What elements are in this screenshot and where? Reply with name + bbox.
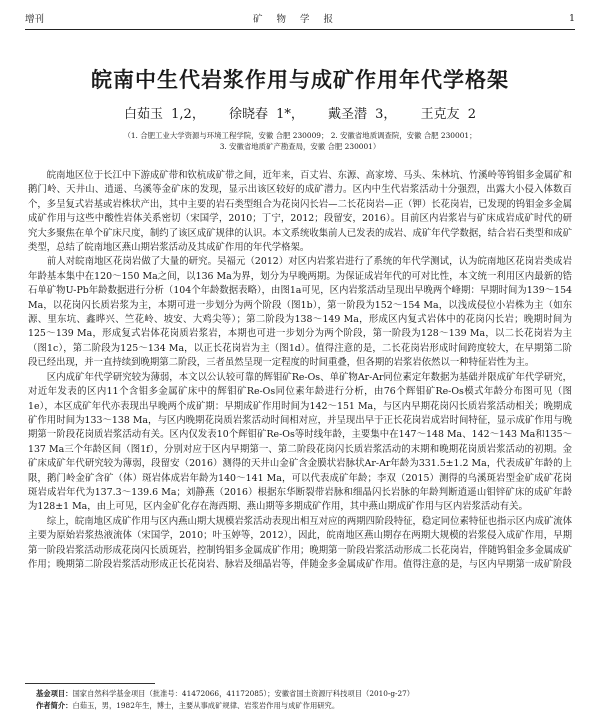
paragraph-2: 前人对皖南地区花岗岩做了大量的研究。吴福元（2012）对区内岩浆岩进行了系统的年代学测试，认为皖南地区花岗岩类成岩年龄基本集中在120～150 Ma之间，以136 Ma为界，划分为早晚两期。为保证成岩年代的可对比性，本文统一利用区内最新的锆石单矿物U-Pb年龄数据进行分析（104个年龄数据表略），由图1a可见，区内岩浆活动呈现出早晚两个峰期：早期时间为139～154 Ma，以花岗闪长质岩浆为主，本期可进一步划分为两个阶段（图1b），第一阶段为152～154 Ma，以浅成侵位小岩株为主（如东源、里东坑、鑫晔兴、竺花岭、坡安、大鸡尖等）；第二阶段为138～149 Ma，形成区内复式岩体中的花岗闪长岩；晚期时间为125～139 Ma，形成复式岩体花岗质岩浆岩，本期也可进一步划分为两个阶段，第一阶段为128～139 Ma，以二长花岗岩为主（图1c），第二阶段为125～134 Ma，以正长花岗岩为主（图1d）。值得注意的是，二长花岗岩形成时间跨度较大，在早期第二阶段已经出现，并一直持续到晚期第二阶段，三者虽然呈现一定程度的时间重叠，但各期的岩浆岩依然以一种特征岩性为主。 [28,256,572,369]
author-3: 戴圣潜 3， [328,107,397,122]
paragraph-4: 综上，皖南地区成矿作用与区内燕山期大规模岩浆活动表现出相互对应的两期四阶段特征，稳定同位素特征也指示区内成矿流体主要为原始岩浆热液流体（宋国学，2010；叶玉婷等，2012），因此，皖南地区燕山期存在两期大规模的岩浆侵入成矿作用，早期第一阶段岩浆活动形成花岗闪长质斑岩，控制钨钼多金属成矿作用；晚期第一阶段岩浆活动形成二长花岗岩，伴随钨钼金多金属成矿作用；晚期第二阶段岩浆活动形成正长花岗岩、脉岩及细晶岩等，伴随金多金属成矿作用。值得注意的是，与区内早期第一成矿阶段 [28,515,572,570]
footnote-rule [25,683,155,684]
footnote-author-text: 白茹玉，男，1982年生，博士，主要从事成矿规律、岩浆岩作用与成矿作用研究。 [72,701,340,710]
running-header [25,10,575,26]
author-1: 白茹玉 1,2， [124,107,205,122]
body-text [28,169,572,572]
author-4: 王克友 2 [420,107,476,122]
footnote-author [36,700,575,712]
footnote-author-label: 作者简介： [36,701,73,710]
footnote-funding [36,688,575,700]
header-journal-name: 矿物学报 [252,14,347,25]
paper-title: 皖南中生代岩浆作用与成矿作用年代学格架 [91,68,509,92]
header-rule [25,29,575,30]
affiliation-line-1: （1. 合肥工业大学资源与环境工程学院，安徽 合肥 230009； 2. 安徽省地质调查院，安徽 合肥 230001； [123,131,477,140]
affiliation-line-2: 3. 安徽省地质矿产勘查局，安徽 合肥 230001） [219,142,381,151]
paragraph-1: 皖南地区位于长江中下游成矿带和钦杭成矿带之间，近年来，百丈岩、东源、高家塝、马头、朱林坑、竹溪岭等钨钼多金属矿和鹅门岭、天井山、逍遥、乌溪等金矿床的发现，显示出该区较好的成矿潜力。区内中生代岩浆活动十分强烈，出露大小侵入体数百个，多呈复式岩基或岩株状产出，其中主要的岩石类型组合为花岗闪长岩—二长花岗岩—正（钾）长花岗岩，已发现的钨钼金多金属成矿作用与这些中酸性岩体关系密切（宋国学，2010；丁宁，2012；段留安，2016）。目前区内岩浆岩与矿床成岩成矿时代的研究大多聚焦在单个矿床尺度，制约了该区成矿规律的认识。本文系统收集前人已发表的成岩、成矿年代学数据，结合岩石类型和成矿类型，总结了皖南地区燕山期岩浆活动及其成矿作用的年代学格架。 [28,170,572,254]
header-page-number: 1 [568,12,575,24]
author-2: 徐晓春 1*， [228,107,304,122]
footnotes [36,688,575,712]
footnote-funding-text: 国家自然科学基金项目（批准号：41472066，41172085）；安徽省国土资源厅科技项目（2010-g-27） [72,689,415,698]
paragraph-3: 区内成矿年代学研究较为薄弱，本文以公认较可靠的辉钼矿Re-Os、单矿物Ar-Ar同位素定年数据为基础并限成矿年代学研究，对近年发表的区内11个含钼多金属矿床中的辉钼矿Re-Os同位素年龄进行分析，由76个辉钼矿Re-Os模式年龄分布图可见（图1e），本区成矿年代亦表现出早晚两个成矿期：早期成矿作用时间为142～151 Ma，与区内早期花岗闪长质岩浆活动相关；晚期成矿作用时间为133～138 Ma，与区内晚期花岗质岩浆活动时间相对应，并呈现出早于正长花岗岩成岩时间特征，显示成矿作用与晚期第一阶段花岗质岩浆活动有关。区内仅发表10个辉钼矿Re-Os等时线年龄，主要集中在147～148 Ma、142～143 Ma和135～137 Ma三个年龄区间（图1f），分别对应于区内早期第一、第二阶段花岗闪长质岩浆活动的末期和晚期花岗质岩浆活动的初期。金矿床成矿年代研究较为薄弱，段留安（2016）测得的天井山金矿含金膜状岩脉状Ar-Ar年龄为331.5±1.2 Ma，代表成矿年龄的上限，鹅门岭金矿含矿（体）斑岩体成岩年龄为140～141 Ma，可以代表成矿年龄；李双（2015）测得的乌溪斑岩型金矿成矿花岗斑岩成岩年代为137.3～139.6 Ma；刘静燕（2016）根据东华断裂带岩脉和细晶闪长岩脉的年龄判断逍遥山钼锌矿床的成矿年龄为128±1 Ma，由上可见，区内金矿化存在海西期、燕山期等多期成矿作用，其中燕山期成矿作用与区内岩浆活动有关。 [28,371,572,513]
author-list [0,103,600,122]
affiliations [0,130,600,152]
footnote-funding-label: 基金项目： [36,689,73,698]
header-supplement: 增刊 [25,14,45,25]
